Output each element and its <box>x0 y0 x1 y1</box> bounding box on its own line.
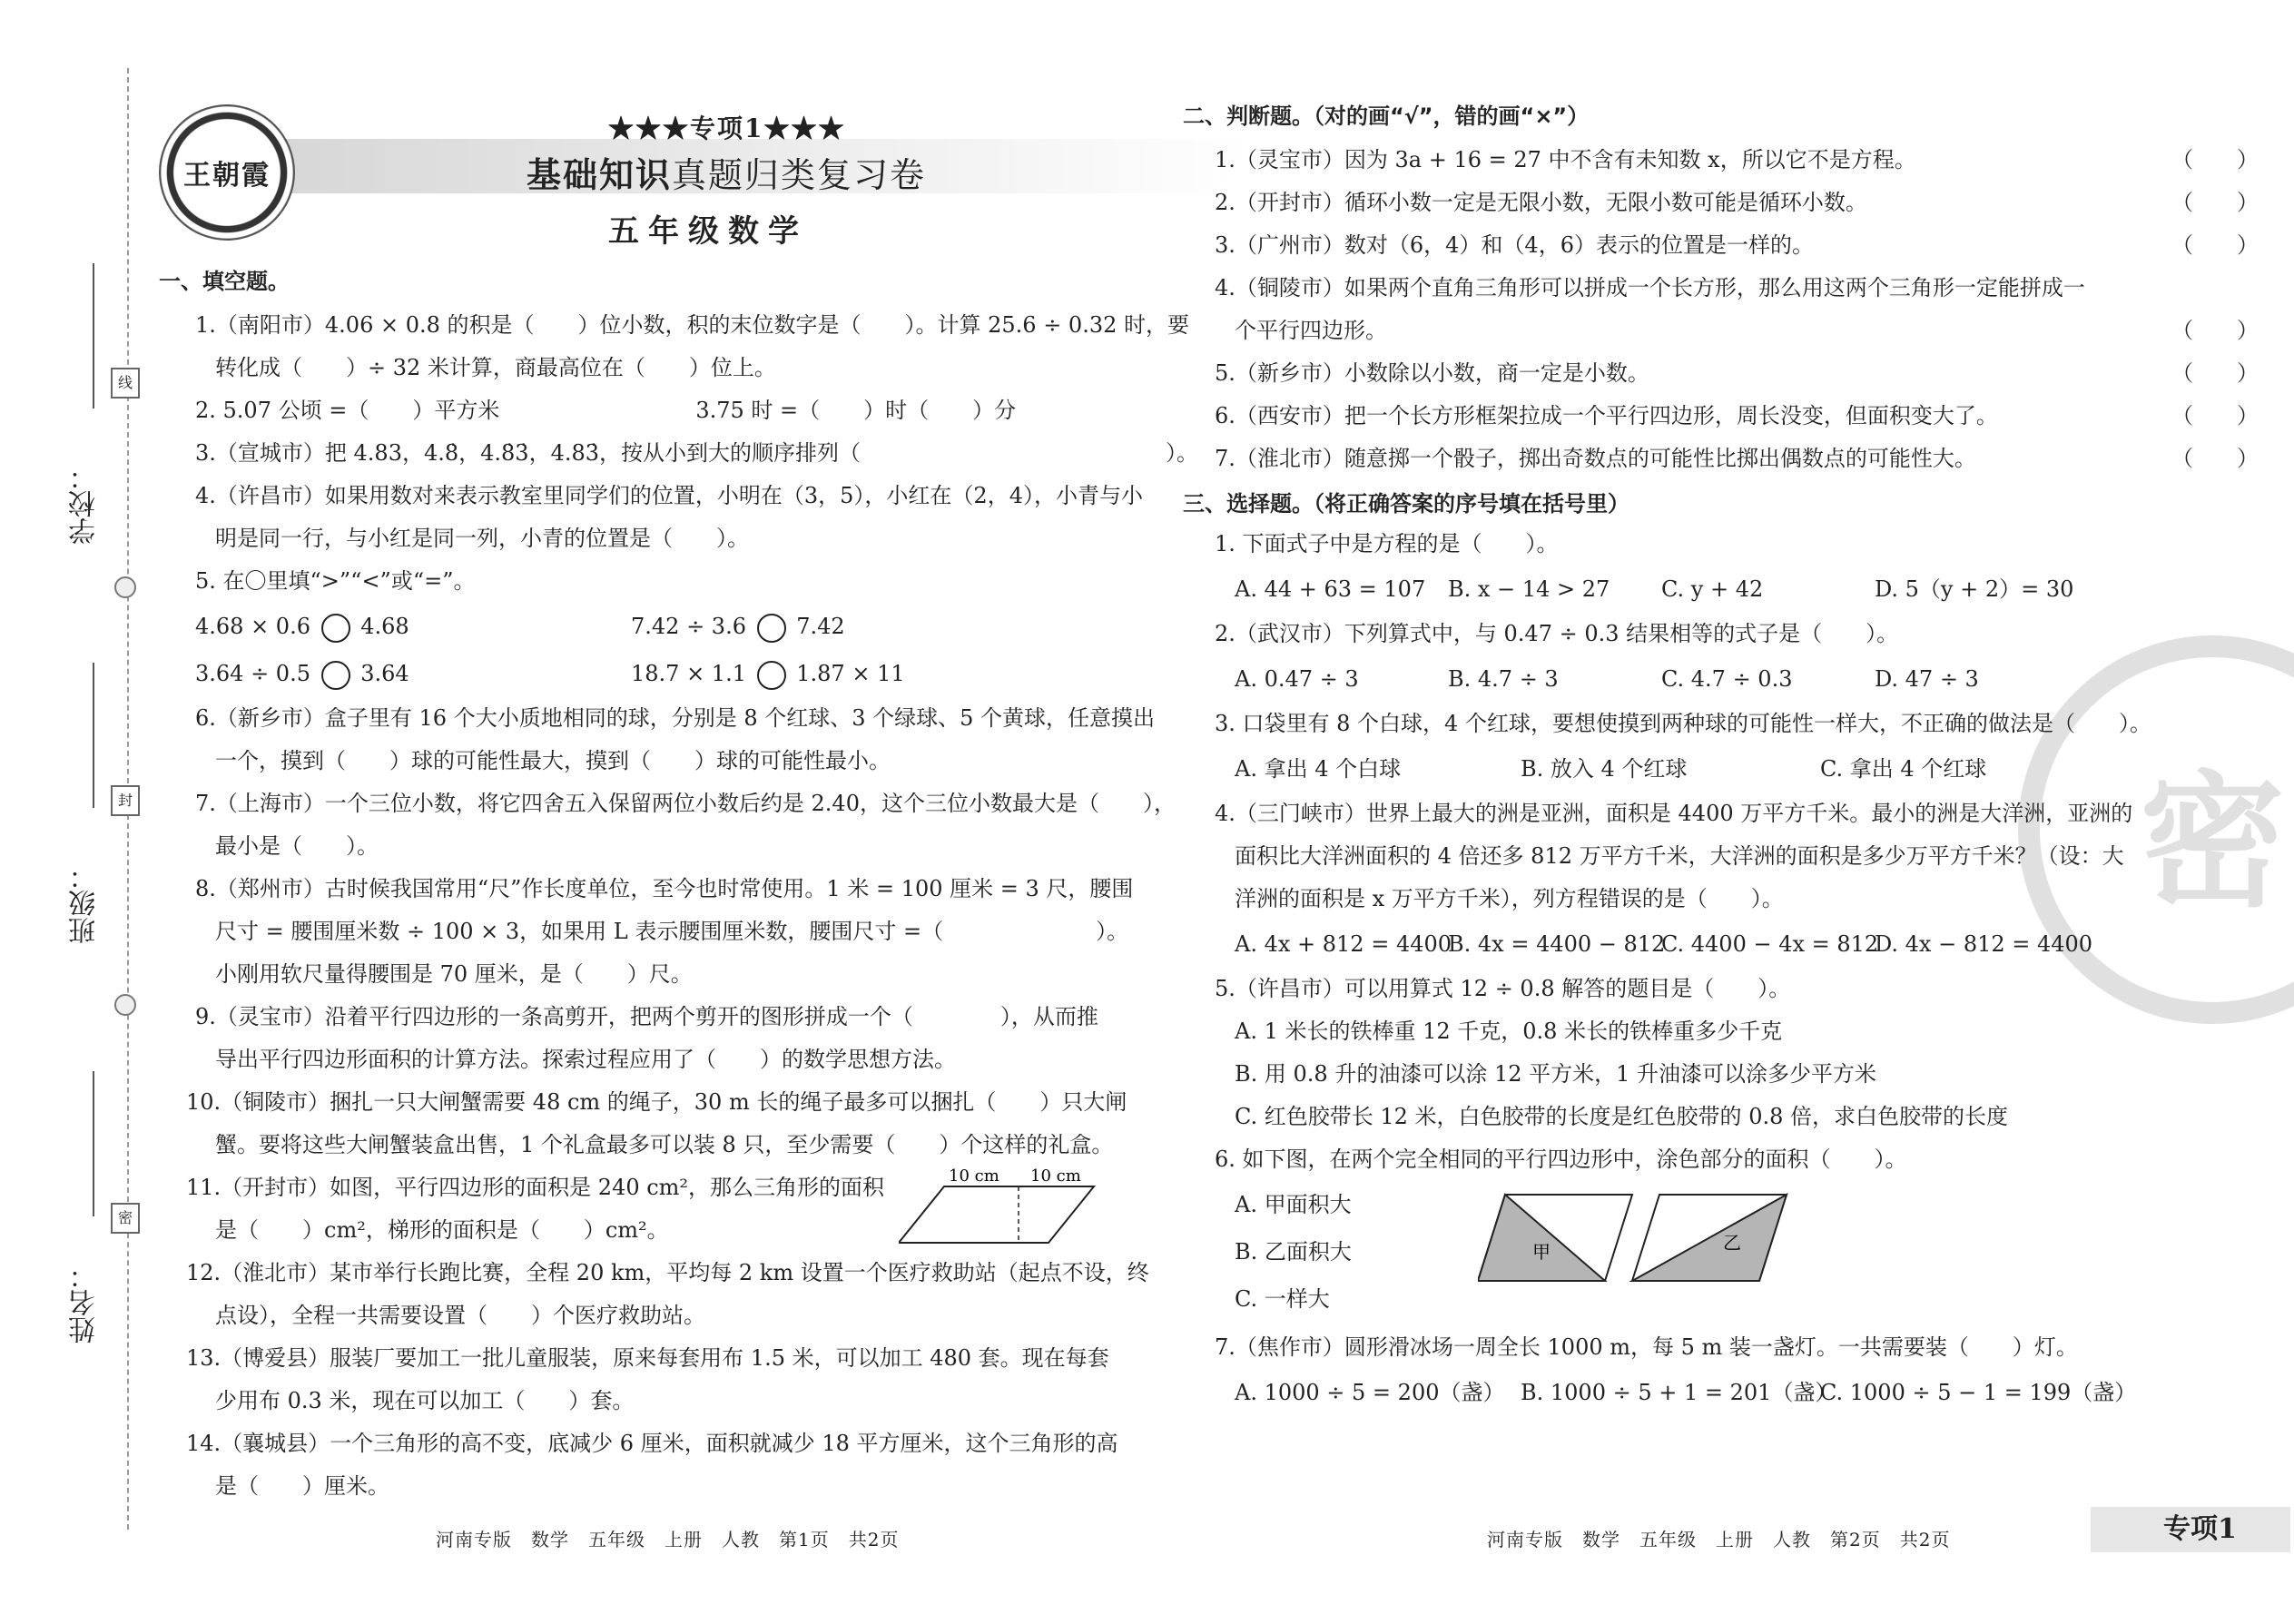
option[interactable]: B. 4x = 4400 − 812 <box>1448 931 1666 957</box>
option[interactable]: A. 4x + 812 = 4400 <box>1235 931 1452 957</box>
choice-question: 5.（许昌市）可以用算式 12 ÷ 0.8 解答的题目是（ ）。 <box>1215 976 1791 1001</box>
section-title: 一、填空题。 <box>159 269 290 294</box>
option[interactable]: B. x − 14 > 27 <box>1448 576 1610 602</box>
option[interactable]: A. 0.47 ÷ 3 <box>1235 666 1359 692</box>
class-label: 班级： <box>69 862 101 944</box>
question-line: 9.（灵宝市）沿着平行四边形的一条高剪开，把两个剪开的图形拼成一个（ ），从而推 <box>195 1004 1098 1029</box>
page-footer: 河南专版 数学 五年级 上册 人教 第2页 共2页 <box>1487 1529 1951 1550</box>
parallelogram-figure <box>899 1161 1108 1252</box>
brand-logo: 王朝霞 <box>159 104 295 241</box>
page-title: 基础知识真题归类复习卷 <box>527 154 927 195</box>
option[interactable]: A. 1 米长的铁棒重 12 千克，0.8 米长的铁棒重多少千克 <box>1235 1019 1783 1044</box>
question-line: 尺寸 = 腰围厘米数 ÷ 100 × 3，如果用 L 表示腰围厘米数，腰围尺寸 =（ ）。 <box>215 919 1129 944</box>
choice-question: 7.（焦作市）圆形滑冰场一周全长 1000 m，每 5 m 装一盏灯。一共需要装（ ）灯。 <box>1215 1334 2078 1360</box>
option[interactable]: B. 放入 4 个红球 <box>1521 756 1688 782</box>
question-line: 最小是（ ）。 <box>215 833 379 859</box>
choice-question: 1. 下面式子中是方程的是（ ）。 <box>1215 531 1559 556</box>
compare-circle[interactable] <box>321 614 350 643</box>
judge-item: 6.（西安市）把一个长方形框架拉成一个平行四边形，周长没变，但面积变大了。 （ ） <box>1215 395 2268 438</box>
judge-item: 1.（灵宝市）因为 3a + 16 = 27 中不含有未知数 x，所以它不是方程。 （ ） <box>1215 139 2268 182</box>
choice-question: 3. 口袋里有 8 个白球，4 个红球，要想使摸到两种球的可能性一样大，不正确的做法是（ ）。 <box>1215 711 2151 736</box>
question-11 <box>159 1166 1139 1252</box>
option[interactable]: C. 红色胶带长 12 米，白色胶带的长度是红色胶带的 0.8 倍，求白色胶带的长度 <box>1235 1104 2008 1129</box>
question-line: 明是同一行，与小红是同一列，小青的位置是（ ）。 <box>215 526 749 551</box>
question-line: 小刚用软尺量得腰围是 70 厘米，是（ ）尺。 <box>215 961 693 987</box>
question-line: 12.（淮北市）某市举行长跑比赛，全程 20 km，平均每 2 km 设置一个医疗救助站（起点不设，终 <box>186 1260 1149 1285</box>
option[interactable]: A. 拿出 4 个白球 <box>1235 756 1402 782</box>
judge-item: 3.（广州市）数对（6，4）和（4，6）表示的位置是一样的。 （ ） <box>1215 224 2268 267</box>
tag-xian: 线 <box>111 368 140 399</box>
judge-item: 7.（淮北市）随意掷一个骰子，掷出奇数点的可能性比掷出偶数点的可能性大。 （ ） <box>1215 438 2268 480</box>
option[interactable]: A. 甲面积大 <box>1235 1192 1352 1217</box>
choice-question: 面积比大洋洲面积的 4 倍还多 812 万平方千米，大洋洲的面积是多少万平方千米？（设：大 <box>1235 843 2124 869</box>
choice-options <box>1215 745 2268 792</box>
section-title: 三、选择题。（将正确答案的序号填在括号里） <box>1183 491 1629 517</box>
choice-options <box>1215 655 2268 703</box>
option[interactable]: C. 4400 − 4x = 812 <box>1661 931 1879 957</box>
tag-feng: 封 <box>111 785 140 816</box>
question-line: 14.（襄城县）一个三角形的高不变，底减少 6 厘米，面积就减少 18 平方厘米，这个三角形的高 <box>186 1431 1118 1456</box>
question-line: 点设），全程一共需要设置（ ）个医疗救助站。 <box>215 1303 705 1328</box>
answer-bracket[interactable]: （ ） <box>2171 446 2259 471</box>
judge-item: 2.（开封市）循环小数一定是无限小数，无限小数可能是循环小数。 （ ） <box>1215 182 2268 224</box>
question-line: 导出平行四边形面积的计算方法。探索过程应用了（ ）的数学思想方法。 <box>215 1047 956 1072</box>
answer-bracket[interactable]: （ ） <box>2171 232 2259 258</box>
binding-margin <box>0 0 136 1624</box>
fig-label: 乙 <box>1723 1232 1741 1254</box>
question-line: 少用布 0.3 米，现在可以加工（ ）套。 <box>215 1388 635 1413</box>
class-line <box>93 663 94 808</box>
compare-row: 3.64 ÷ 0.5 3.64 18.7 × 1.1 1.87 × 11 <box>159 650 1139 697</box>
question-line: 4.（许昌市）如果用数对来表示教室里同学们的位置，小明在（3，5），小红在（2，4），小青与小 <box>195 483 1143 508</box>
judge-item: 4.（铜陵市）如果两个直角三角形可以拼成一个长方形，那么用这两个三角形一定能拼成一 <box>1215 275 2085 300</box>
option[interactable]: C. y + 42 <box>1661 576 1764 602</box>
option[interactable]: B. 1000 ÷ 5 + 1 = 201（盏） <box>1521 1380 1837 1405</box>
name-label: 姓名： <box>69 1262 101 1343</box>
option[interactable]: D. 5（y + 2）= 30 <box>1875 576 2074 602</box>
question-line: 一个，摸到（ ）球的可能性最大，摸到（ ）球的可能性最小。 <box>215 748 891 773</box>
option[interactable]: A. 1000 ÷ 5 = 200（盏） <box>1235 1380 1505 1405</box>
fig-label: 10 cm <box>949 1166 999 1186</box>
fill-in-section <box>159 263 1199 1508</box>
choice-options <box>1215 920 2268 968</box>
choice-options <box>1215 566 2268 613</box>
question-6-block <box>1215 1181 2268 1326</box>
corner-tag: 专项1 <box>2091 1507 2290 1552</box>
option[interactable]: B. 用 0.8 升的油漆可以涂 12 平方米，1 升油漆可以涂多少平方米 <box>1235 1061 1877 1087</box>
compare-circle[interactable] <box>757 614 786 643</box>
page-header <box>154 95 1135 250</box>
question-line: 蟹。要将这些大闸蟹装盒出售，1 个礼盒最多可以装 8 只，至少需要（ ）个这样的礼盒。 <box>215 1132 1114 1157</box>
option[interactable]: B. 4.7 ÷ 3 <box>1448 666 1559 692</box>
question-line: 3.（宣城市）把 4.83，4.8̇，4.8̇3̇，4.83̇，按从小到大的顺序排列（ ）。 <box>195 440 1199 466</box>
option[interactable]: D. 4x − 812 = 4400 <box>1875 931 2093 957</box>
compare-row: 4.68 × 0.6 4.68 7.42 ÷ 3.6 7.42 <box>159 603 1139 650</box>
option[interactable]: C. 一样大 <box>1235 1286 1330 1312</box>
answer-bracket[interactable]: （ ） <box>2171 190 2259 215</box>
question-line: 是（ ）cm²，梯形的面积是（ ）cm²。 <box>215 1217 669 1243</box>
binding-hole <box>114 994 136 1016</box>
question-line: 7.（上海市）一个三位小数，将它四舍五入保留两位小数后约是 2.40，这个三位小数最大是（ ）， <box>195 791 1176 816</box>
question-line: 转化成（ ）÷ 32 米计算，商最高位在（ ）位上。 <box>215 355 776 380</box>
question-line: 1.（南阳市）4.06 × 0.8 的积是（ ）位小数，积的末位数字是（ ）。计算 25.6 ÷ 0.32 时，要 <box>195 312 1189 338</box>
question-line: 5. 在〇里填“>”“<”或“=”。 <box>195 568 476 594</box>
judge-item: 个平行四边形。 （ ） <box>1215 310 2268 352</box>
compare-circle[interactable] <box>321 661 350 690</box>
school-label: 学校： <box>69 463 101 545</box>
question-line: 是（ ）厘米。 <box>215 1473 389 1499</box>
choice-question: 洋洲的面积是 x 万平方千米），列方程错误的是（ ）。 <box>1235 886 1784 911</box>
parallelograms-figure <box>1478 1190 1805 1290</box>
binding-hole <box>114 576 136 598</box>
watermark-stamp: 密 <box>2018 635 2294 1024</box>
option[interactable]: D. 47 ÷ 3 <box>1875 666 1979 692</box>
fig-label: 甲 <box>1532 1241 1551 1263</box>
answer-bracket[interactable]: （ ） <box>2171 147 2259 172</box>
option[interactable]: B. 乙面积大 <box>1235 1239 1352 1265</box>
choice-question: 6. 如下图，在两个完全相同的平行四边形中，涂色部分的面积（ ）。 <box>1215 1147 1907 1172</box>
option[interactable]: C. 4.7 ÷ 0.3 <box>1661 666 1793 692</box>
section-title: 二、判断题。（对的画“√”，错的画“×”） <box>1183 103 1590 129</box>
right-page <box>1147 0 2294 1624</box>
option[interactable]: C. 拿出 4 个红球 <box>1820 756 1987 782</box>
answer-bracket[interactable]: （ ） <box>2171 318 2259 343</box>
question-line: 2. 5.07 公顷 =（ ）平方米 3.75 时 =（ ）时（ ）分 <box>195 398 1017 423</box>
question-line: 11.（开封市）如图，平行四边形的面积是 240 cm²，那么三角形的面积 <box>186 1175 885 1200</box>
answer-bracket[interactable]: （ ） <box>2171 360 2259 386</box>
question-line: 13.（博爱县）服装厂要加工一批儿童服装，原来每套用布 1.5 米，可以加工 480 套。现在每套 <box>186 1345 1109 1371</box>
question-line: 8.（郑州市）古时候我国常用“尺”作长度单位，至今也时常使用。1 米 = 100 厘米 = 3 尺，腰围 <box>195 876 1134 901</box>
option[interactable]: C. 1000 ÷ 5 − 1 = 199（盏） <box>1820 1380 2137 1405</box>
choice-question: 4.（三门峡市）世界上最大的洲是亚洲，面积是 4400 万平方千米。最小的洲是大洋洲，亚洲的 <box>1215 801 2133 826</box>
compare-circle[interactable] <box>757 661 786 690</box>
judge-item: 5.（新乡市）小数除以小数，商一定是小数。 （ ） <box>1215 352 2268 395</box>
fig-label: 10 cm <box>1030 1166 1081 1186</box>
option[interactable]: A. 44 + 63 = 107 <box>1235 576 1426 602</box>
tag-mi: 密 <box>111 1203 140 1234</box>
topic-tag: ★★★专项1★★★ <box>608 113 846 143</box>
answer-bracket[interactable]: （ ） <box>2171 403 2259 428</box>
name-line <box>93 1071 94 1216</box>
choice-question: 2.（武汉市）下列算式中，与 0.47 ÷ 0.3 结果相等的式子是（ ）。 <box>1215 621 1899 646</box>
school-line <box>93 263 94 408</box>
question-line: 6.（新乡市）盒子里有 16 个大小质地相同的球，分别是 8 个红球、3 个绿球、5 个黄球，任意摸出 <box>195 705 1156 731</box>
choice-options <box>1215 1369 2268 1416</box>
question-line: 10.（铜陵市）捆扎一只大闸蟹需要 48 cm 的绳子，30 m 长的绳子最多可以捆扎（ ）只大闸 <box>186 1089 1127 1115</box>
right-column <box>1183 98 2268 1416</box>
subject-title: 五年级数学 <box>608 213 808 250</box>
page-footer: 河南专版 数学 五年级 上册 人教 第1页 共2页 <box>436 1529 900 1550</box>
